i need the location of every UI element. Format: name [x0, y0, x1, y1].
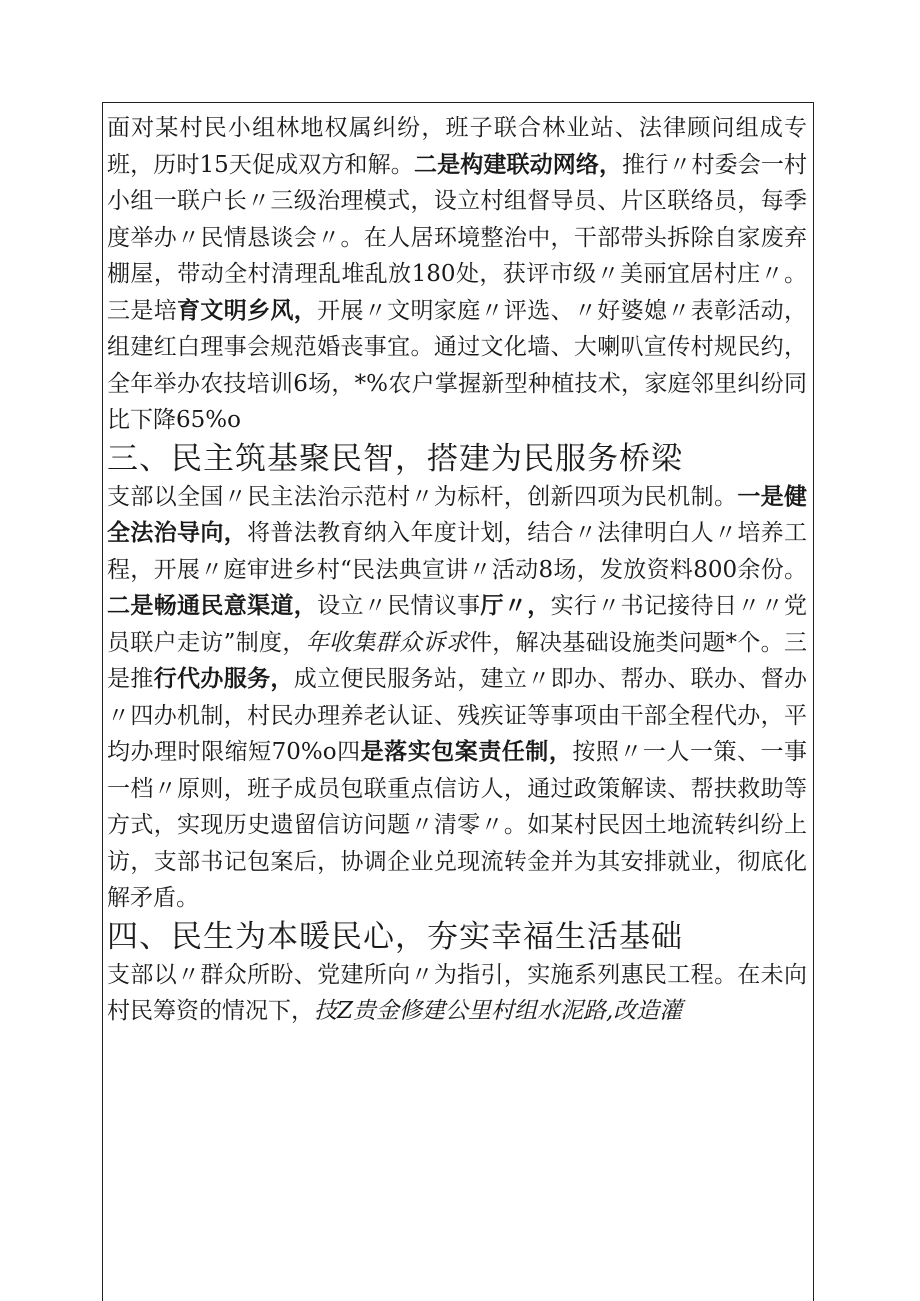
bold-text-run: 厅〃， [480, 593, 551, 619]
italic-text-run: 年收集群众诉求 [305, 629, 469, 656]
bold-text-run: 二是畅通民意渠道， [107, 593, 318, 619]
bold-text-run: 行代办服务， [153, 666, 294, 692]
bold-text-run: 是落实包案责任制， [360, 739, 573, 765]
paragraph-livelihood [107, 957, 807, 1030]
italic-text-run: 技Z贵金修建公里村组水泥路,改造灌 [314, 998, 683, 1024]
text-run: 面对某村民小组林地权属纠纷，班子联合林业站、法律顾问组成专班，历时15天促成双方和解。 [107, 115, 807, 178]
bold-text-run: 育文明乡风， [177, 297, 318, 324]
text-run: 件，解决基础设施类问题*个。三是推 [107, 629, 808, 692]
bold-text-run: 一是健全法治导向， [107, 483, 808, 546]
text-run: 开展〃文明家庭〃评选、〃好婆媳〃表彰活动，组建红白理事会规范婚丧事宜。通过文化墙、大喇叭宣传村规民约，全年举办农技培训6场，*%农户掌握新型种植技术，家庭邻里纠纷同比下降65%o [107, 297, 808, 433]
text-run: 推行〃村委会一村小组一联户长〃三级治理模式，设立村组督导员、片区联络员，每季度举办〃民情恳谈会〃。在人居环境整治中，干部带头拆除自家废弃棚屋，带动全村清理乱堆乱放180处，获评市级〃美丽宜居村庄〃。三是培 [107, 151, 807, 324]
section-heading-3: 三、民主筑基聚民智，搭建为民服务桥梁 [107, 440, 683, 477]
text-run: 支部以全国〃民主法治示范村〃为标杆，创新四项为民机制。 [107, 483, 738, 510]
text-run: 支部以〃群众所盼、党建所向〃为指引，实施系列惠民工程。在未向村民筹资的情况下， [107, 961, 807, 1024]
document-body [107, 110, 807, 1030]
bold-text-run: 二是构建联动网络， [413, 151, 623, 178]
text-run: 实行〃书记接待日〃〃党员联户走访”制度， [107, 593, 808, 656]
text-run: 成立便民服务站，建立〃即办、帮办、联办、督办〃四办机制，村民办理养老认证、残疾证等事项由干部全程代办，平均办理时限缩短70%o四 [107, 666, 808, 765]
text-run: 设立〃民情议事 [317, 593, 481, 619]
text-run: 将普法教育纳入年度计划，结合〃法律明白人〃培养工程，开展〃庭审进乡村“民法典宣讲〃活动8场，发放资料800余份。 [107, 520, 808, 583]
paragraph-democracy [107, 479, 807, 917]
section-heading-4: 四、民生为本暖民心，夯实幸福生活基础 [107, 918, 683, 955]
paragraph-rural-governance [107, 110, 807, 439]
text-run: 按照〃一人一策、一事一档〃原则，班子成员包联重点信访人，通过政策解读、帮扶救助等方式，实现历史遗留信访问题〃清零〃。如某村民因土地流转纠纷上访，支部书记包案后，协调企业兑现流转金并为其安排就业，彻底化解矛盾。 [107, 739, 808, 911]
